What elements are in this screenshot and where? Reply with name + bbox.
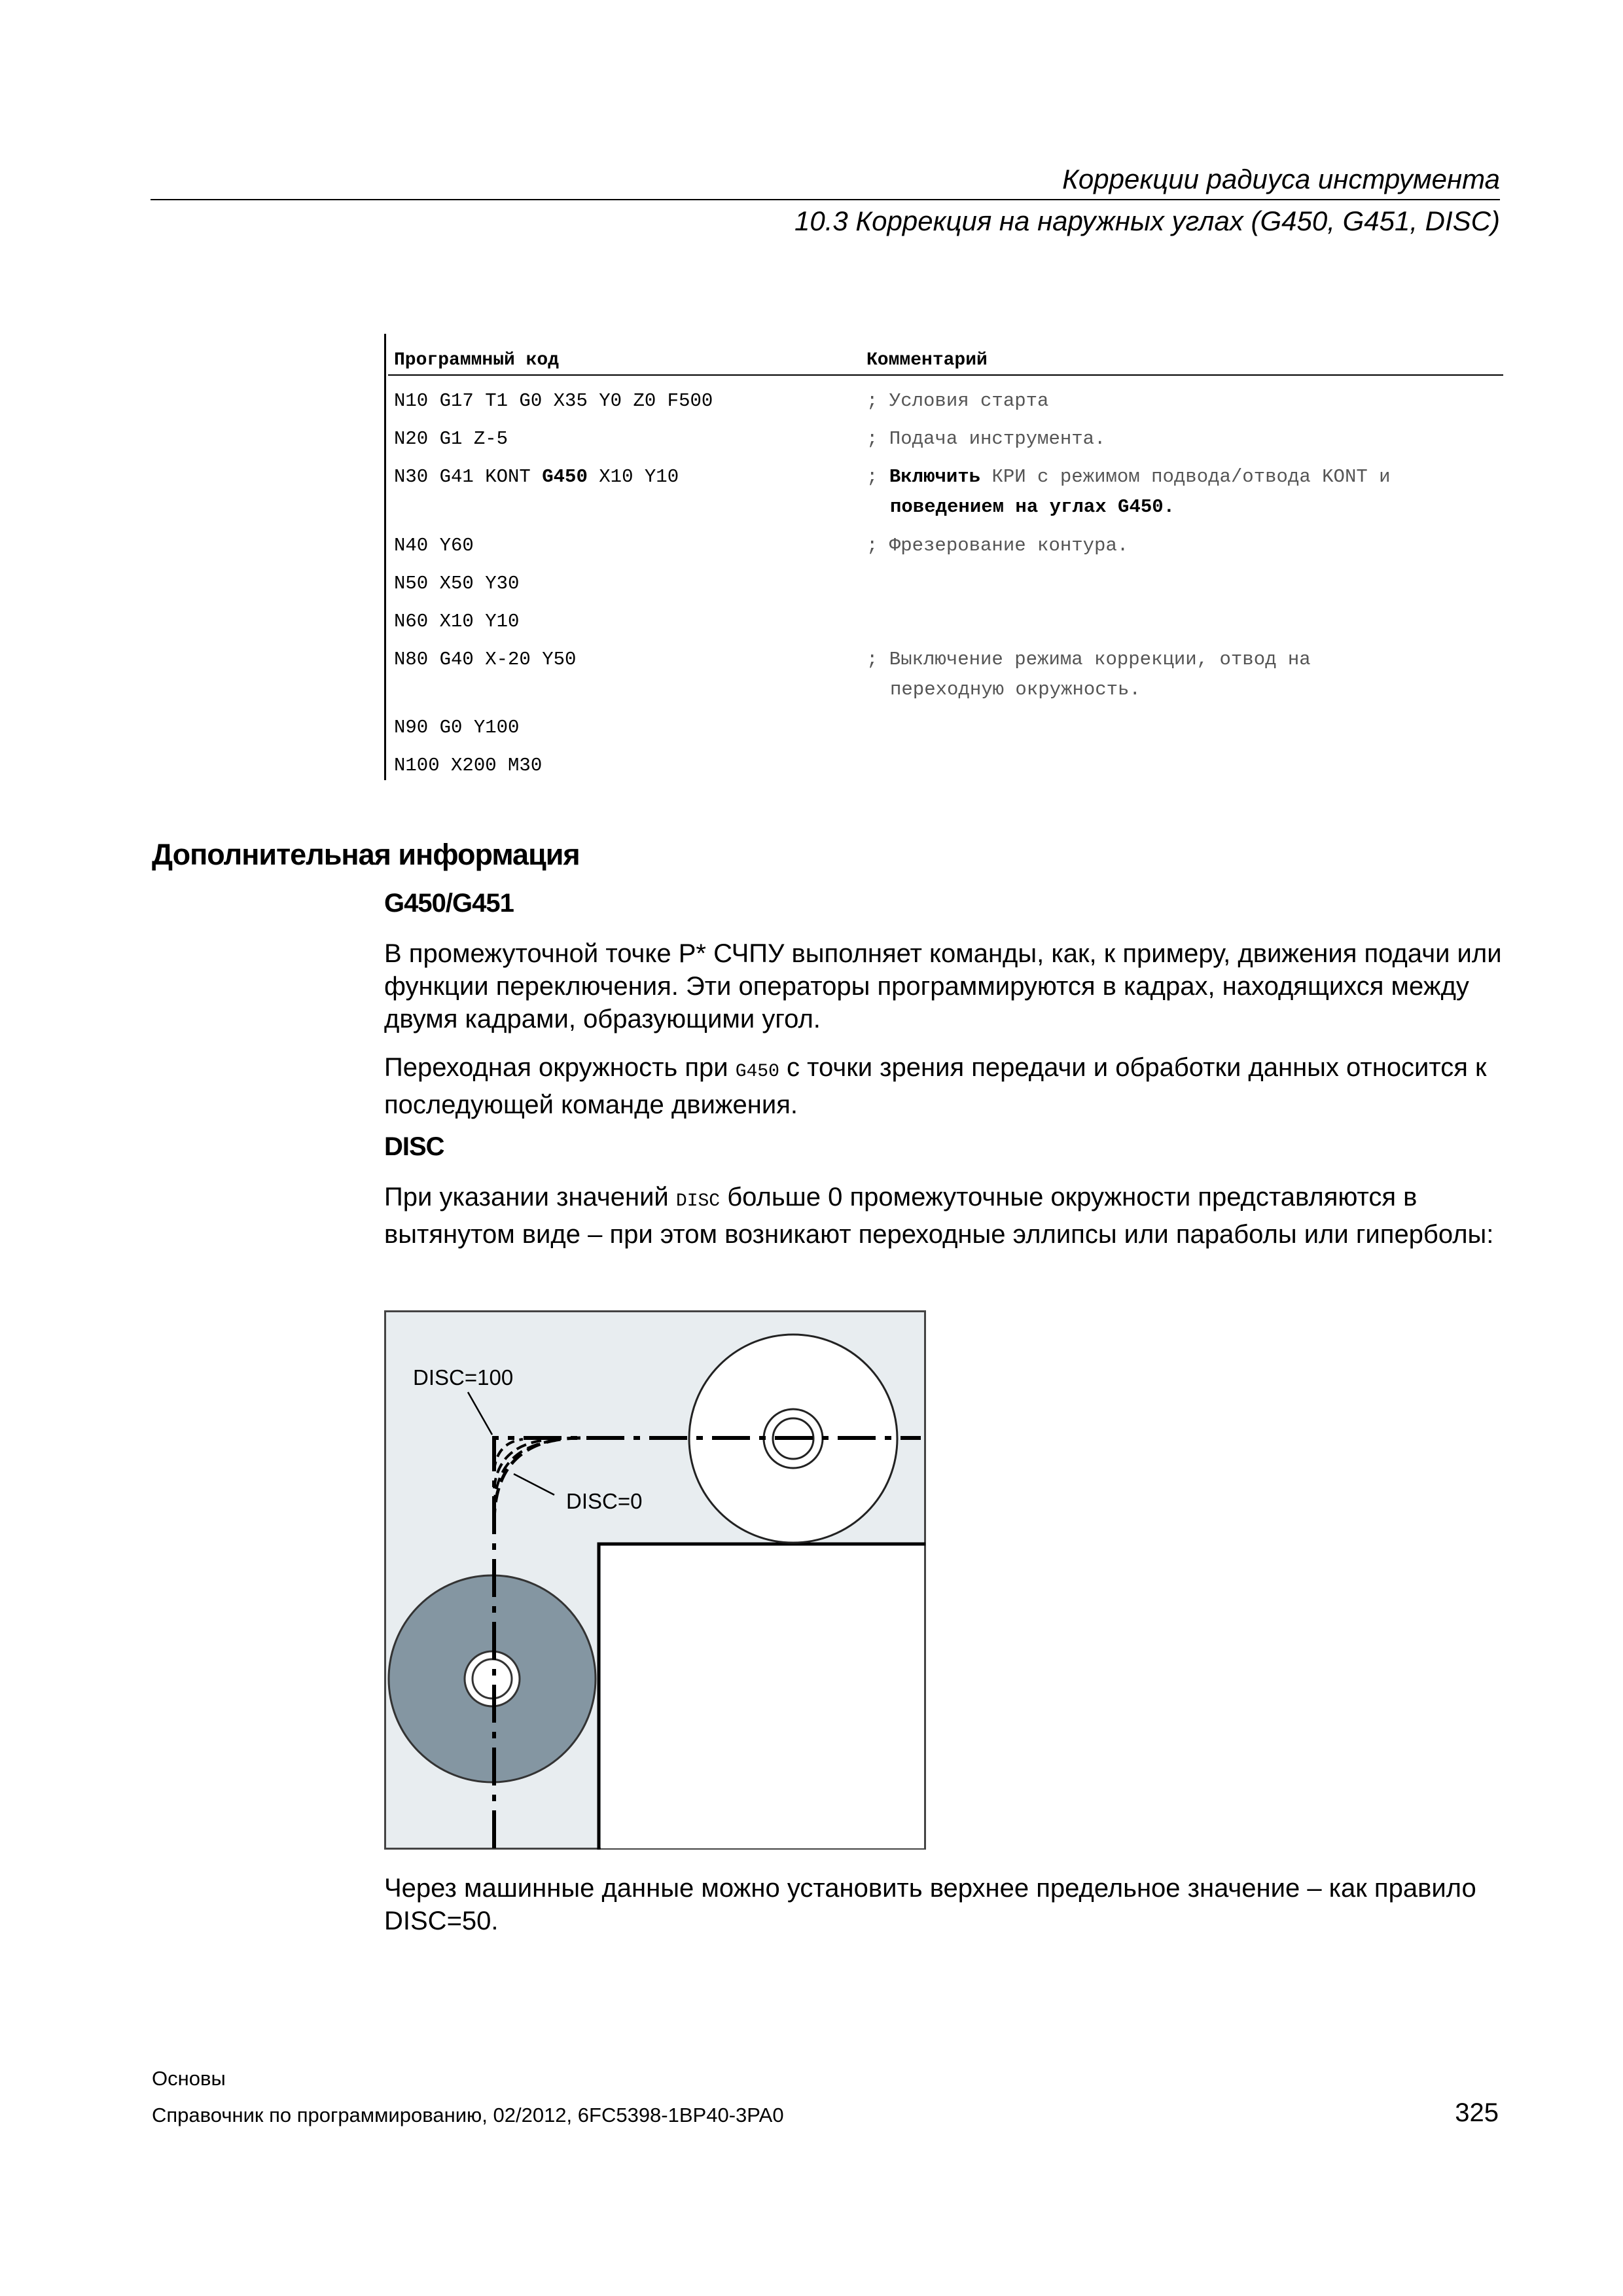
- code-line: N50 X50 Y30: [394, 573, 520, 594]
- paragraph: При указании значений DISC больше 0 промежуточные окружности представляются в вытянутом виде – при этом возникают переходные эллипсы или параболы или гиперболы:: [384, 1183, 1494, 1249]
- comment-line: ; Выключение режима коррекции, отвод на: [866, 649, 1311, 670]
- comment-line: ; Условия старта: [866, 390, 1049, 412]
- code-line: N30 G41 KONT G450 X10 Y10: [394, 466, 679, 488]
- code-line: N40 Y60: [394, 535, 474, 556]
- code-line: N100 X200 M30: [394, 755, 543, 776]
- comment-line-continued: поведением на углах G450.: [890, 496, 1175, 518]
- code-line: N60 X10 Y10: [394, 611, 520, 632]
- workpiece: [601, 1546, 924, 1848]
- paragraph: В промежуточной точке P* СЧПУ выполняет команды, как, к примеру, движения подачи или функции переключения. Эти операторы программируются в кадрах, находящихся между двумя кадрами, образующими угол.: [384, 939, 1502, 1033]
- running-header-chapter: Коррекции радиуса инструмента: [1062, 164, 1500, 194]
- disc-diagram: [384, 1310, 926, 1850]
- page-number: 325: [1455, 2098, 1499, 2127]
- disc-figure: [384, 1310, 926, 1850]
- code-line: N20 G1 Z-5: [394, 428, 508, 450]
- paragraph: Через машинные данные можно установить верхнее предельное значение – как правило DISC=50.: [384, 1874, 1476, 1935]
- code-line: N10 G17 T1 G0 X35 Y0 Z0 F500: [394, 390, 713, 412]
- footer-reference: Справочник по программированию, 02/2012, 6FC5398-1BP40-3PA0: [152, 2104, 784, 2126]
- label-disc0: DISC=0: [566, 1489, 643, 1513]
- program-code-table: [384, 334, 1503, 780]
- col-header-comment: Комментарий: [866, 350, 988, 370]
- code-line: N80 G40 X-20 Y50: [394, 649, 577, 670]
- table-header-rule: [388, 374, 1503, 376]
- comment-line-continued: переходную окружность.: [890, 679, 1141, 700]
- running-header-section: 10.3 Коррекция на наружных углах (G450, G451, DISC): [794, 206, 1500, 236]
- paragraph: Переходная окружность при G450 с точки зрения передачи и обработки данных относится к последующей команде движения.: [384, 1053, 1487, 1119]
- col-header-code: Программный код: [394, 350, 560, 370]
- comment-line: ; Фрезерование контура.: [866, 535, 1129, 556]
- label-disc100: DISC=100: [413, 1365, 514, 1390]
- code-line: N90 G0 Y100: [394, 717, 520, 738]
- footer-title: Основы: [152, 2067, 226, 2090]
- subheading-disc: DISC: [384, 1132, 444, 1161]
- section-heading: Дополнительная информация: [152, 838, 580, 871]
- header-rule: [151, 199, 1500, 200]
- comment-line: ; Включить КРИ с режимом подвода/отвода KONT и: [866, 466, 1391, 488]
- comment-line: ; Подача инструмента.: [866, 428, 1106, 450]
- subheading-g450-g451: G450/G451: [384, 889, 514, 918]
